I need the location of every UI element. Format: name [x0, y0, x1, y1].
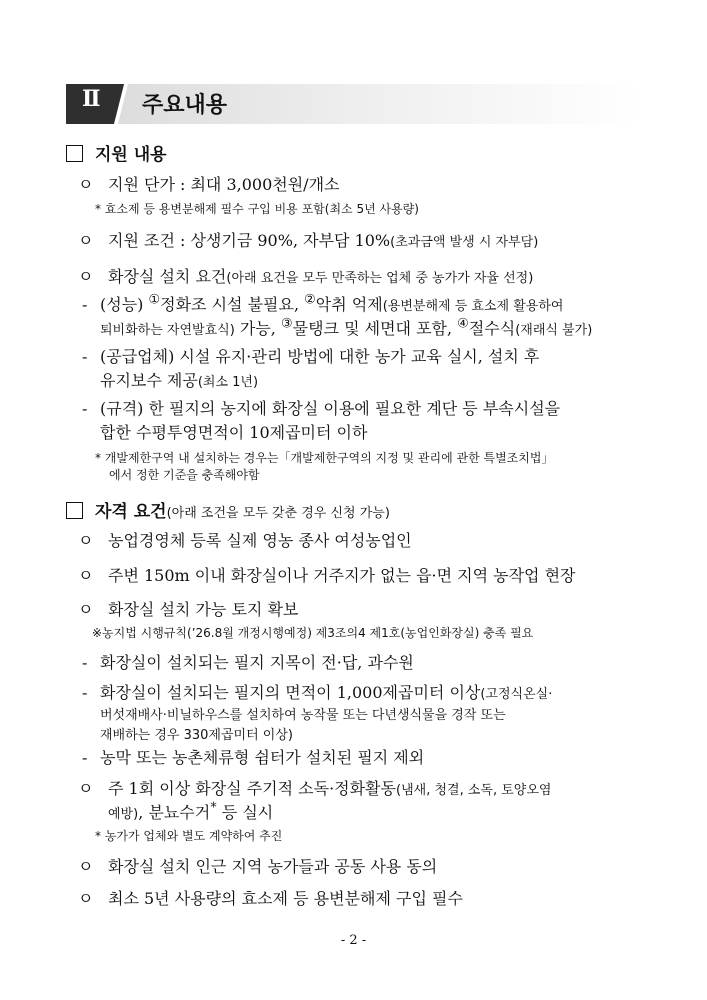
page-number: - 2 - — [340, 933, 367, 948]
list-item-continuation: 합한 수평투영면적이 10제곱미터 이하 — [100, 423, 368, 442]
checkbox-square-icon — [66, 145, 83, 162]
list-item: ㅇ 지원 단가 : 최대 3,000천원/개소 — [78, 175, 340, 194]
list-item: - 화장실이 설치되는 필지의 면적이 1,000제곱미터 이상(고정식온실· — [82, 683, 553, 702]
list-item: ㅇ 화장실 설치 가능 토지 확보 — [78, 600, 299, 619]
note: 에서 정한 기준을 충족해야함 — [109, 468, 260, 482]
section-heading-support: 지원 내용 — [66, 140, 167, 165]
list-item: - 화장실이 설치되는 필지 지목이 전·답, 과수원 — [82, 653, 414, 672]
note: ※농지법 시행규칙(’26.8월 개정시행예정) 제3조의4 제1호(농업인화장실) 충족 필요 — [92, 626, 534, 640]
checkbox-square-icon — [66, 502, 83, 519]
note: * 농가가 업체와 별도 계약하여 추진 — [95, 829, 283, 843]
list-item-continuation: 버섯재배사·비닐하우스를 설치하여 농작물 또는 다년생식물을 경작 또는 — [100, 708, 506, 723]
list-item-continuation: 예방), 분뇨수거* 등 실시 — [108, 800, 274, 822]
list-item: ㅇ 화장실 설치 인근 지역 농가들과 공동 사용 동의 — [78, 857, 438, 876]
note: * 개발제한구역 내 설치하는 경우는「개발제한구역의 지정 및 관리에 관한 특별조치법」 — [95, 451, 554, 465]
list-item: - (성능) ①정화조 시설 불필요, ②악취 억제(용변분해제 등 효소제 활용하여 — [82, 292, 564, 314]
section-number: Ⅱ — [82, 86, 101, 112]
list-item: ㅇ 지원 조건 : 상생기금 90%, 자부담 10%(초과금액 발생 시 자부담) — [78, 231, 539, 250]
list-item: - (공급업체) 시설 유지·관리 방법에 대한 농가 교육 실시, 설치 후 — [82, 347, 540, 366]
list-item: - 농막 또는 농촌체류형 쉼터가 설치된 필지 제외 — [82, 748, 425, 767]
section-heading-eligibility: 자격 요건(아래 조건을 모두 갖춘 경우 신청 가능) — [66, 497, 390, 522]
list-item: ㅇ 화장실 설치 요건(아래 요건을 모두 만족하는 업체 중 농가가 자율 선정) — [78, 267, 534, 286]
list-item-continuation: 재배하는 경우 330제곱미터 이상) — [100, 728, 293, 743]
note: * 효소제 등 용변분해제 필수 구입 비용 포함(최소 5년 사용량) — [95, 202, 419, 216]
list-item: ㅇ 농업경영체 등록 실제 영농 종사 여성농업인 — [78, 531, 412, 550]
list-item: ㅇ 최소 5년 사용량의 효소제 등 용변분해제 구입 필수 — [78, 889, 463, 908]
section-title: 주요내용 — [142, 93, 228, 118]
list-item: ㅇ 주 1회 이상 화장실 주기적 소독·정화활동(냄새, 청결, 소독, 토양오염 — [78, 779, 552, 798]
list-item: - (규격) 한 필지의 농지에 화장실 이용에 필요한 계단 등 부속시설을 — [82, 399, 561, 418]
list-item-continuation: 유지보수 제공(최소 1년) — [100, 371, 259, 390]
list-item: ㅇ 주변 150m 이내 화장실이나 거주지가 없는 읍·면 지역 농작업 현장 — [78, 566, 576, 585]
list-item-continuation: 퇴비화하는 자연발효식) 가능, ③물탱크 및 세면대 포함, ④절수식(재래식 불가) — [100, 316, 593, 338]
